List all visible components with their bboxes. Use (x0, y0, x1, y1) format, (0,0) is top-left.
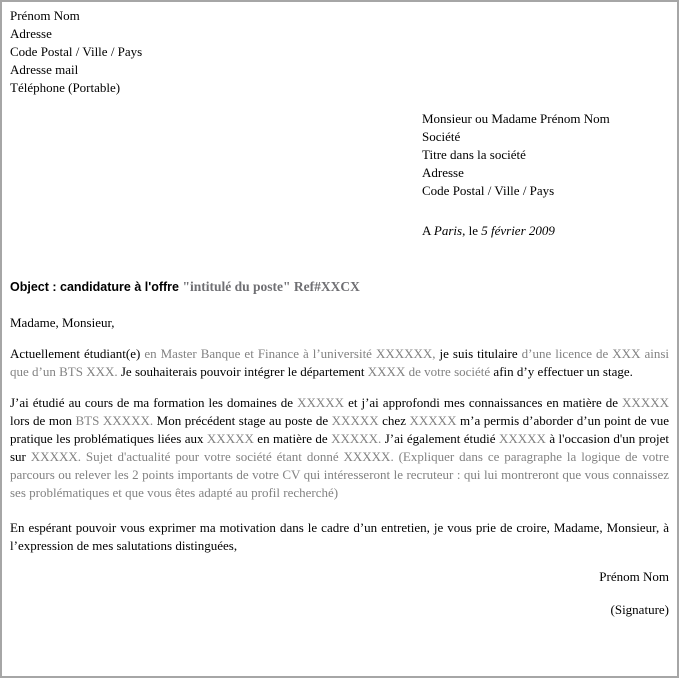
paragraph-segment: en matière de (257, 431, 332, 446)
paragraph-intro (10, 345, 669, 381)
paragraph-segment: à l'occasion d'un projet sur (10, 431, 669, 464)
salutation: Madame, Monsieur, (10, 315, 115, 330)
subject-placeholder: "intitulé du poste" Ref#XXCX (182, 279, 360, 294)
date-city: Paris (433, 223, 463, 238)
paragraph-segment: en Master Banque et Finance à l’université XXXXXX, (144, 346, 440, 361)
paragraph-segment: XXXXX (206, 431, 258, 446)
date-value: 5 février 2009 (481, 223, 555, 238)
recipient-company-line: Société (422, 129, 461, 144)
paragraph-segment: m’a permis d’aborder d’un point de vue pratique les problématiques liées aux (10, 413, 669, 446)
paragraph-segment: XXXX de votre société (367, 364, 494, 379)
sender-email-line: Adresse mail (10, 62, 79, 77)
signature-name: Prénom Nom (599, 569, 669, 584)
paragraph-segment: lors de mon (10, 413, 76, 428)
date-separator: , le (462, 223, 482, 238)
paragraph-segment: XXXXX (498, 431, 550, 446)
recipient-block (422, 110, 669, 200)
recipient-title-line: Titre dans la société (422, 147, 526, 162)
paragraph-segment: XXXXX (297, 395, 349, 410)
sender-block (10, 7, 669, 97)
sender-phone-line: Téléphone (Portable) (10, 80, 121, 95)
recipient-postal-line: Code Postal / Ville / Pays (422, 183, 555, 198)
paragraph-segment: Je souhaiterais pouvoir intégrer le département (120, 364, 368, 379)
paragraph-segment: XXXXX. (331, 431, 385, 446)
paragraph-segment: XXXXX. Sujet d'actualité pour votre société étant donné XXXXX. (Expliquer dans ce paragraphe la logique de votre parcours ou relever les 2 points importants de votre CV qui intéresseront le recruteur : qui lui montreront que vous connaissez ses problématiques et que vous êtes adapté au profil recherché) (10, 449, 669, 500)
paragraph-segment: XXXXX (622, 395, 669, 410)
sender-postal-line: Code Postal / Ville / Pays (10, 44, 143, 59)
paragraph-segment: XXXXX (331, 413, 383, 428)
subject-label: Object : candidature à l'offre (10, 280, 183, 294)
paragraph-segment: J’ai étudié au cours de ma formation les domaines de (10, 395, 298, 410)
paragraph-segment: je suis titulaire (439, 346, 522, 361)
paragraph-segment: et j’ai approfondi mes connaissances en matière de (348, 395, 623, 410)
paragraph-closing: En espérant pouvoir vous exprimer ma motivation dans le cadre d’un entretien, je vous prie de croire, Madame, Monsieur, à l’expression de mes salutations distinguées, (10, 520, 669, 553)
paragraph-segment: afin d’y effectuer un stage. (493, 364, 633, 379)
paragraph-segment: Actuellement étudiant(e) (10, 346, 145, 361)
date-prefix: A (422, 223, 434, 238)
paragraph-segment: XXXXX (409, 413, 460, 428)
date-line (422, 222, 669, 240)
recipient-address-line: Adresse (422, 165, 464, 180)
signature-label: (Signature) (610, 602, 669, 617)
subject-line (10, 278, 669, 296)
paragraph-segment: BTS XXXXX. (75, 413, 157, 428)
recipient-name-line: Monsieur ou Madame Prénom Nom (422, 111, 610, 126)
paragraph-segment: Mon précédent stage au poste de (156, 413, 332, 428)
sender-name-line: Prénom Nom (10, 8, 80, 23)
paragraph-segment: J’ai également étudié (384, 431, 499, 446)
paragraph-segment: d’une licence de XXX ainsi que d’un BTS XXX. (10, 346, 670, 379)
paragraph-experience (10, 394, 669, 502)
paragraph-segment: chez (382, 413, 410, 428)
sender-address-line: Adresse (10, 26, 52, 41)
